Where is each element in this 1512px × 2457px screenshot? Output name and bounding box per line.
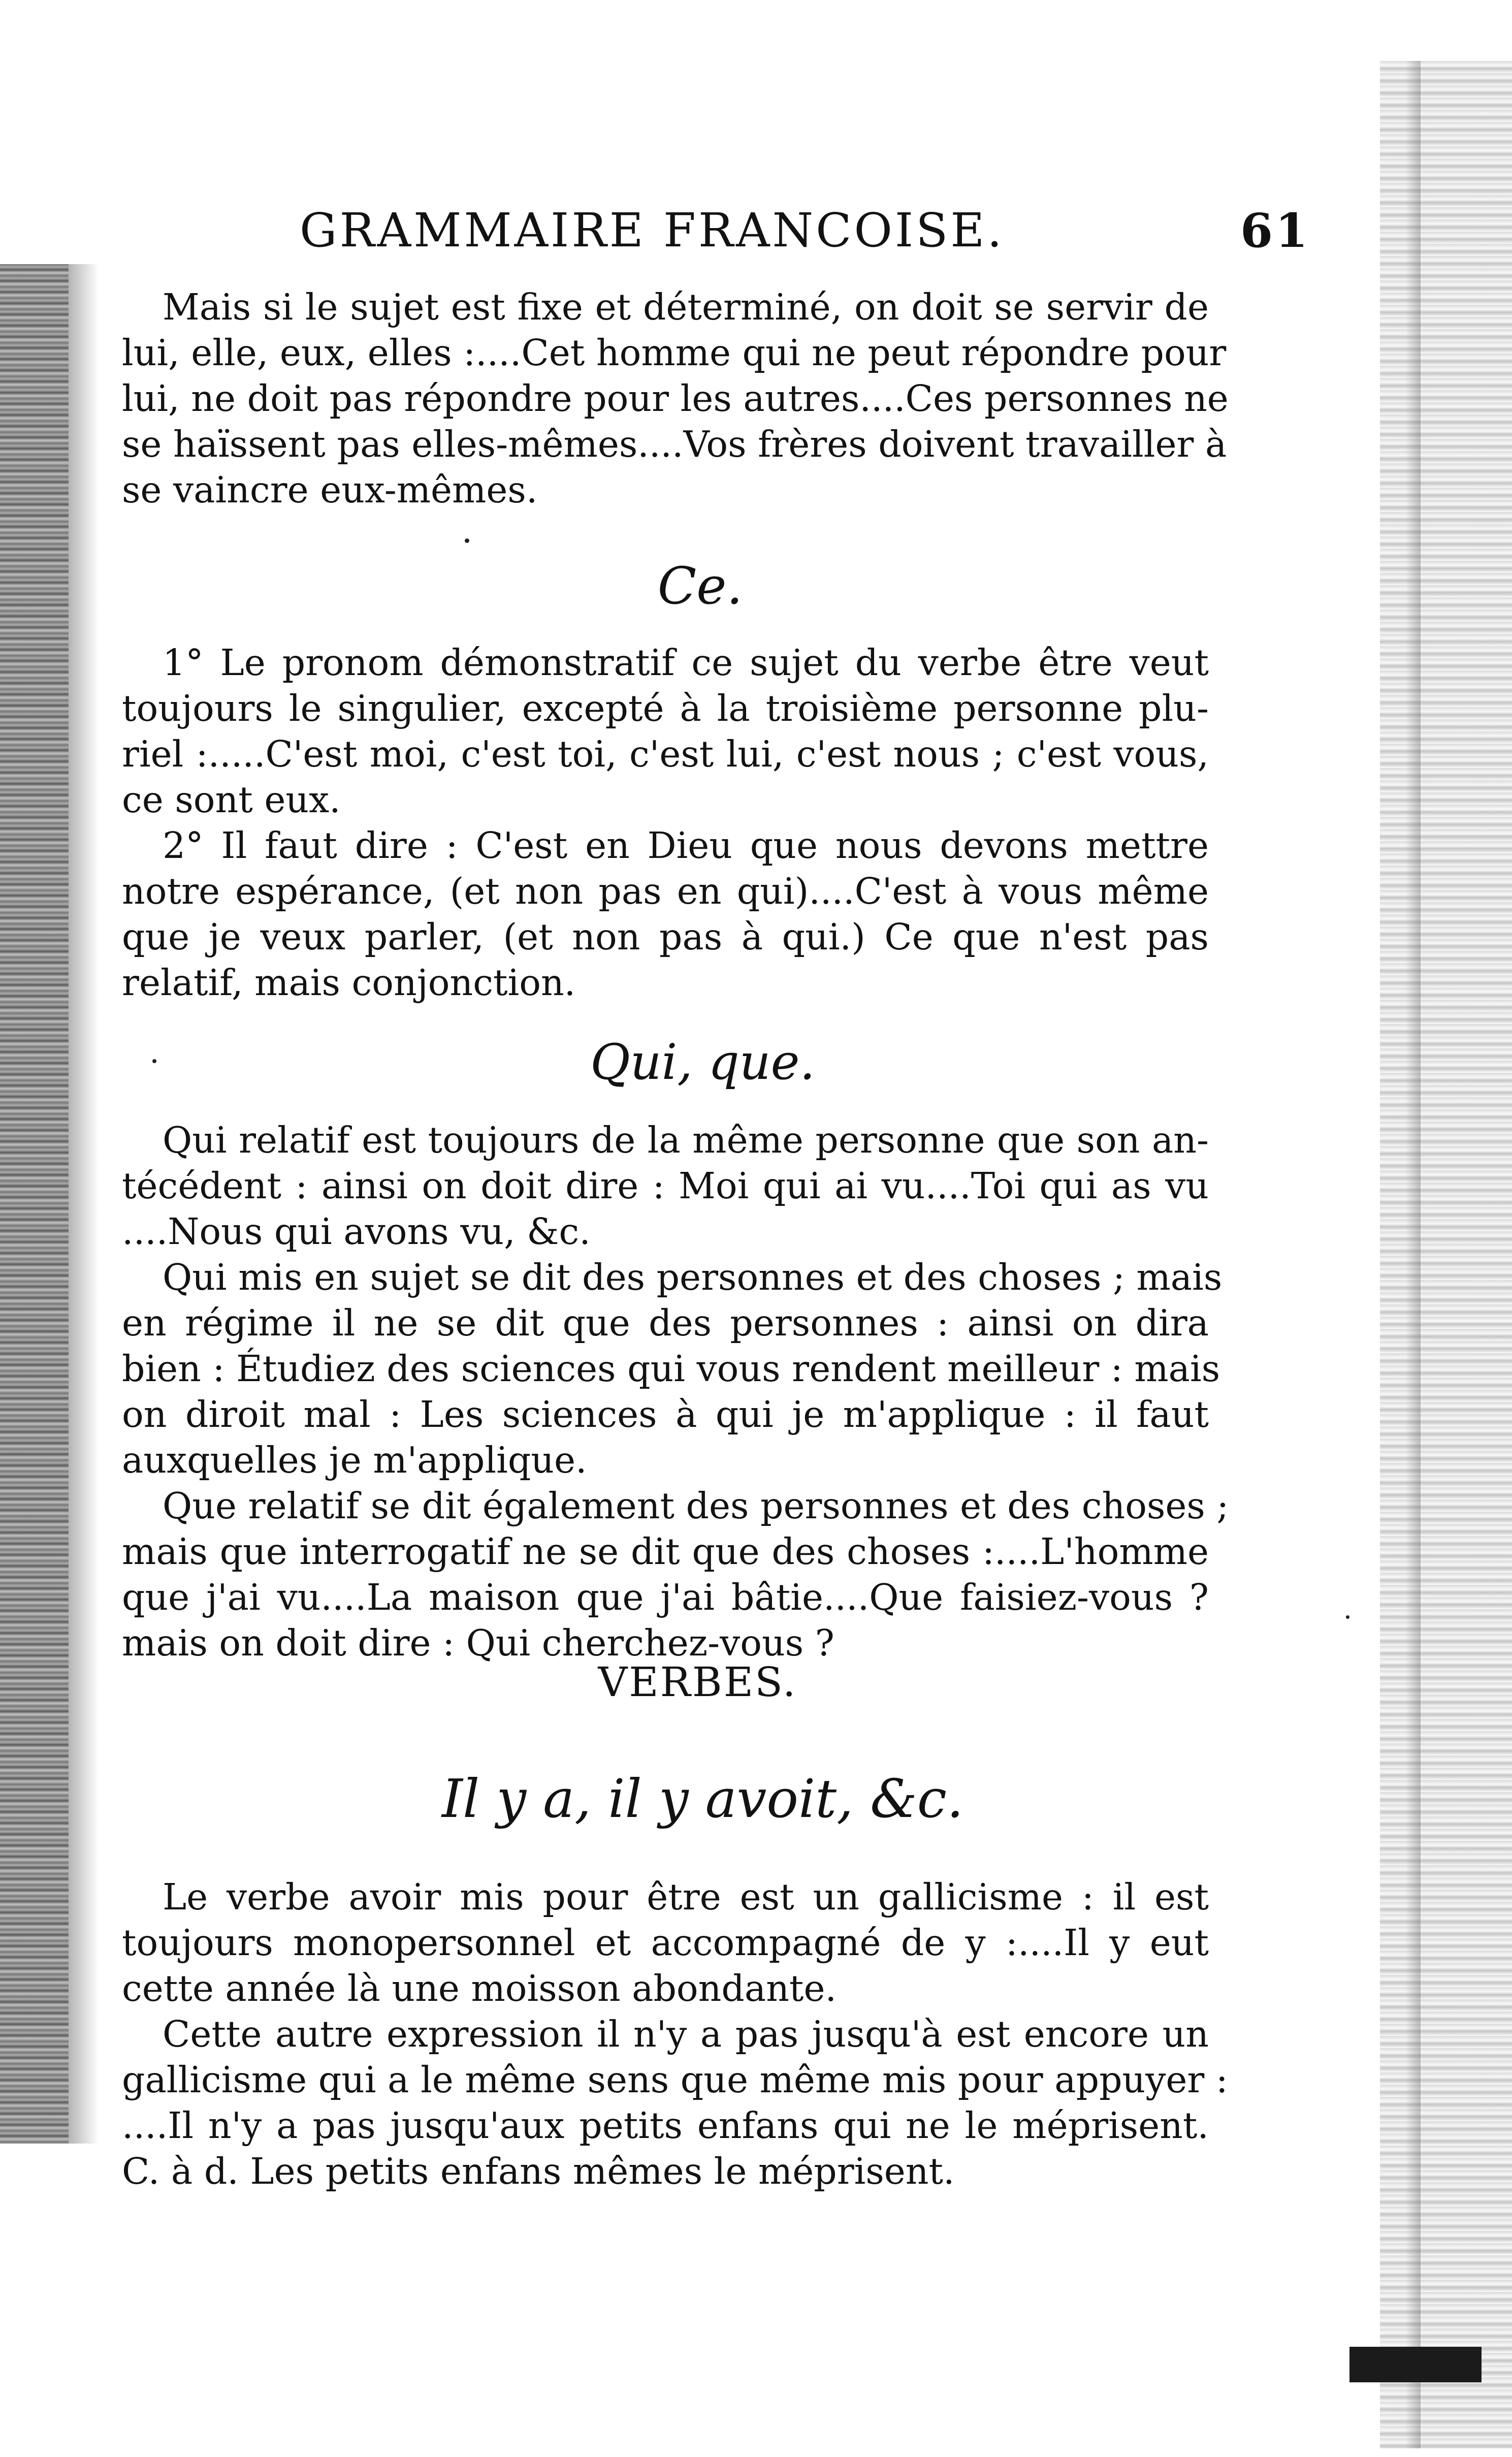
text-line: se vaincre eux-mêmes. — [122, 469, 538, 511]
text-line: ce sont eux. — [122, 779, 341, 821]
text-line: Le verbe avoir mis pour être est un gallicisme : il est — [163, 1876, 1209, 1918]
text-line: 2° Il faut dire : C'est en Dieu que nous devons mettre — [163, 824, 1209, 867]
scan-speck — [465, 538, 469, 543]
section-heading-ce: Ce. — [657, 556, 743, 616]
text-line: notre espérance, (et non pas en qui)....C'est à vous même — [122, 870, 1209, 912]
text-line: toujours monopersonnel et accompagné de y :....Il y eut — [122, 1922, 1209, 1964]
text-line: auxquelles je m'applique. — [122, 1439, 587, 1481]
page-number: 61 — [1240, 203, 1310, 258]
text-line: Que relatif se dit également des personnes et des choses ; — [163, 1485, 1229, 1527]
text-line: en régime il ne se dit que des personnes : ainsi on dira — [122, 1302, 1209, 1344]
text-line: técédent : ainsi on doit dire : Moi qui ai vu....Toi qui as vu — [122, 1165, 1209, 1207]
text-line: gallicisme qui a le même sens que même mis pour appuyer : — [122, 2059, 1228, 2101]
running-title: GRAMMAIRE FRANCOISE. — [300, 203, 1005, 258]
text-line: Cette autre expression il n'y a pas jusqu'à est encore un — [163, 2013, 1209, 2055]
page-edge-shadow — [1405, 61, 1421, 2448]
section-heading-il-y-a: Il y a, il y avoit, &c. — [441, 1768, 964, 1830]
text-line: que je veux parler, (et non pas à qui.) Ce que n'est pas — [122, 916, 1209, 958]
page-corner-mark — [1349, 2347, 1482, 2382]
text-line: 1° Le pronom démonstratif ce sujet du verbe être veut — [163, 642, 1209, 684]
text-line: riel :.....C'est moi, c'est toi, c'est lui, c'est nous ; c'est vous, — [122, 733, 1209, 775]
text-line: mais que interrogatif ne se dit que des choses :....L'homme — [122, 1530, 1209, 1573]
text-line: relatif, mais conjonction. — [122, 962, 576, 1004]
scan-speck — [152, 1059, 156, 1063]
text-line: C. à d. Les petits enfans mêmes le méprisent. — [122, 2150, 955, 2192]
text-line: se haïssent pas elles-mêmes....Vos frères doivent travailler à — [122, 423, 1227, 465]
page-edge-noise — [1380, 61, 1512, 2448]
text-line: on diroit mal : Les sciences à qui je m'applique : il faut — [122, 1393, 1209, 1435]
text-line: toujours le singulier, excepté à la troisième personne plu- — [122, 687, 1209, 729]
text-line: lui, elle, eux, elles :....Cet homme qui ne peut répondre pour — [122, 332, 1227, 374]
text-line: Mais si le sujet est fixe et déterminé, on doit se servir de — [163, 286, 1209, 328]
text-line: cette année là une moisson abondante. — [122, 1967, 837, 2009]
text-line: Qui relatif est toujours de la même personne que son an- — [163, 1119, 1209, 1161]
text-line: ....Nous qui avons vu, &c. — [122, 1210, 591, 1253]
text-line: bien : Étudiez des sciences qui vous rendent meilleur : mais — [122, 1348, 1220, 1390]
scan-speck — [1346, 1615, 1349, 1619]
page-binding-shadow — [0, 264, 69, 2144]
running-head — [300, 203, 1310, 259]
section-heading-verbes: VERBES. — [598, 1658, 797, 1706]
text-line: que j'ai vu....La maison que j'ai bâtie....Que faisiez-vous ? — [122, 1576, 1209, 1618]
text-line: ....Il n'y a pas jusqu'aux petits enfans qui ne le méprisent. — [122, 2104, 1209, 2147]
text-line: lui, ne doit pas répondre pour les autres....Ces personnes ne — [122, 377, 1229, 420]
page-binding-fade — [69, 264, 99, 2144]
text-line: Qui mis en sujet se dit des personnes et des choses ; mais — [163, 1256, 1223, 1298]
section-heading-qui-que: Qui, que. — [590, 1034, 815, 1091]
text-line: mais on doit dire : Qui cherchez-vous ? — [122, 1622, 834, 1664]
